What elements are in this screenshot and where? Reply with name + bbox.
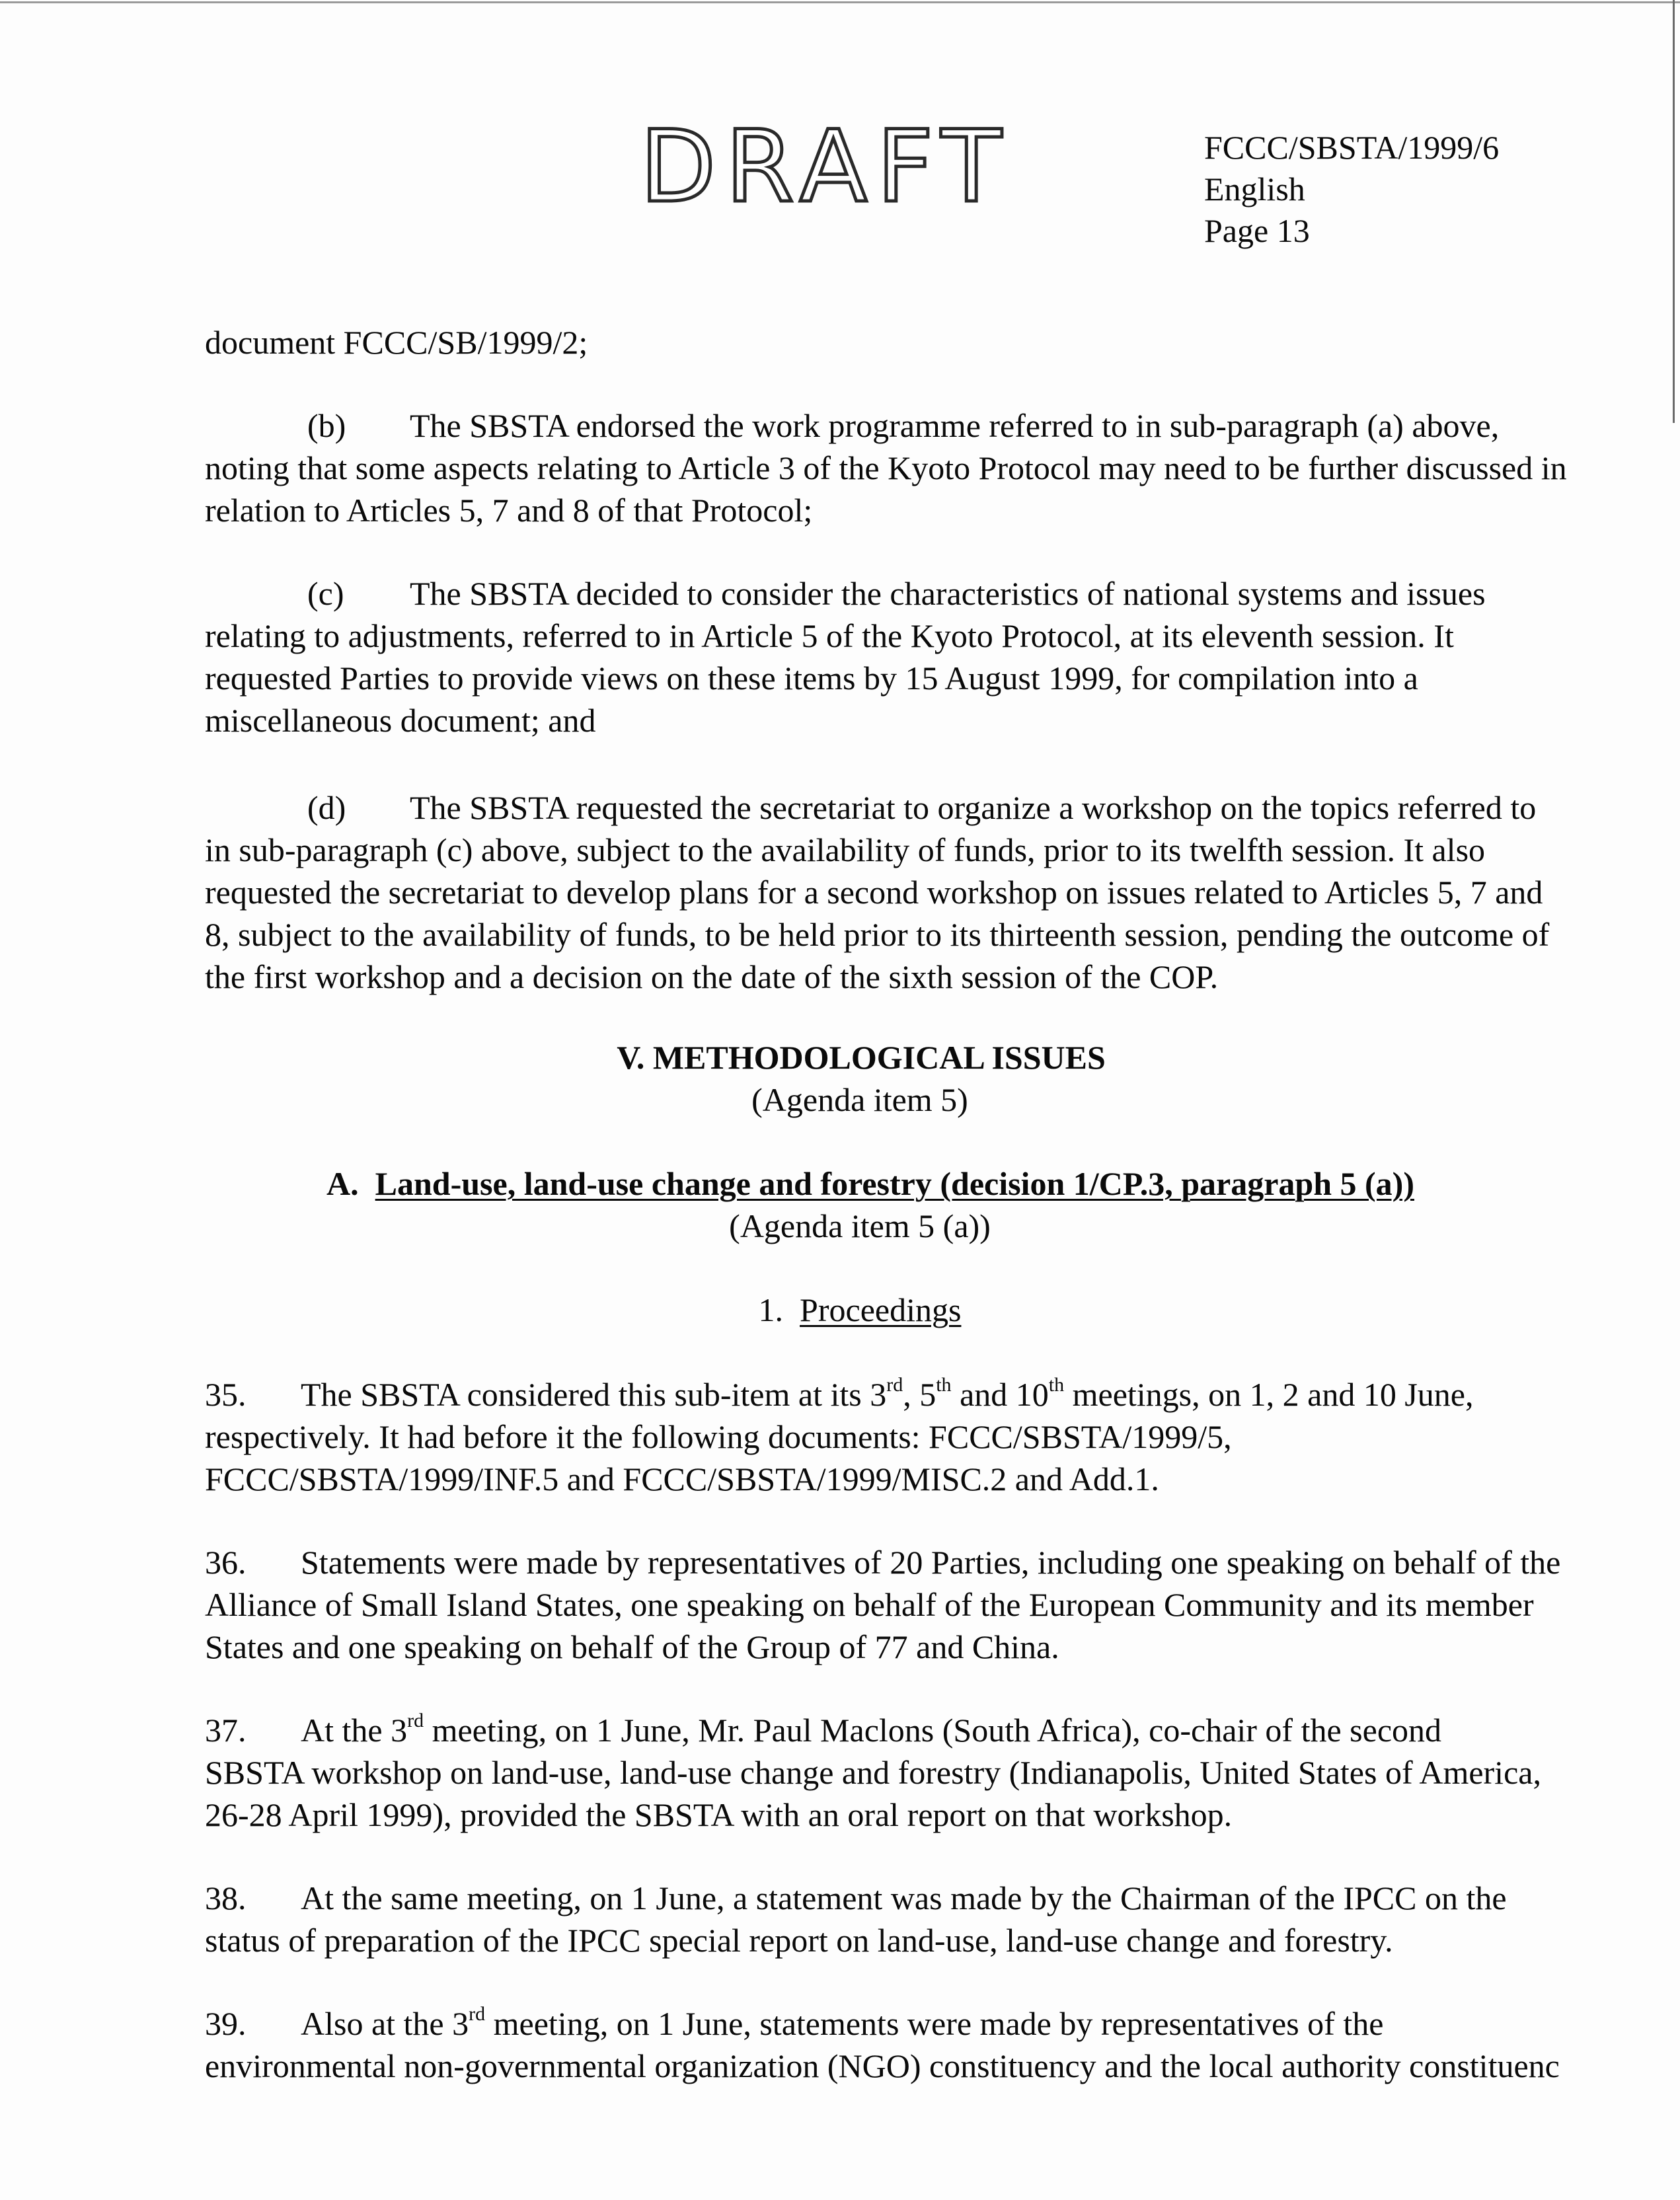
subparagraph-b: (b) The SBSTA endorsed the work programme referred to in sub-paragraph (a) above, noting that some aspects relating to Article 3 of the Kyoto Protocol may need to be further discussed in relation to Articles 5, 7 and 8 of that Protocol; (205, 404, 1606, 531)
section-title: V. METHODOLOGICAL ISSUES (617, 1039, 1106, 1076)
subparagraph-d: (d) The SBSTA requested the secretariat to organize a workshop on the topics referred to in sub-paragraph (c) above, subject to the availability of funds, prior to its twelfth session. It also requested the secretariat to develop plans for a second workshop on issues related to Articles 5, 7 and 8, subject to the availability of funds, to be held prior to its thirteenth session, pending the outcome of the first workshop and a decision on the date of the sixth session of the COP. (205, 786, 1606, 998)
paragraph-35: 35. The SBSTA considered this sub-item at its 3rd, 5th and 10th meetings, on 1, 2 and 10 June, respectively. It had before it the following documents: FCCC/SBSTA/1999/5, FCCC/SBSTA/1999/INF.5 and FCCC/SBSTA/1999/MISC.2 and Add.1. (205, 1374, 1474, 1498)
paragraph-number: 39. (205, 2005, 247, 2042)
subparagraph-c: (c) The SBSTA decided to consider the characteristics of national systems and issues relating to adjustments, referred to in Article 5 of the Kyoto Protocol, at its eleventh session. It requested Parties to provide views on these items by 15 August 1999, for compilation into a miscellaneous document; and (205, 572, 1606, 741)
document-header (1204, 127, 1499, 252)
paragraph-39: 39. Also at the 3rd meeting, on 1 June, statements were made by representatives of the environmental non-governmental organization (NGO) constituency and the local authority constituenc (205, 2003, 1560, 2084)
paragraph-37: 37. At the 3rd meeting, on 1 June, Mr. Paul Maclons (South Africa), co-chair of the second SBSTA workshop on land-use, land-use change and forestry (Indianapolis, United States of America, 26-28 April 1999), provided the SBSTA with an oral report on that workshop. (205, 1710, 1541, 1833)
document-language: English (1204, 171, 1305, 208)
intro-line: document FCCC/SB/1999/2; (205, 324, 588, 361)
paragraph-38: 38. At the same meeting, on 1 June, a statement was made by the Chairman of the IPCC on the status of preparation of the IPCC special report on land-use, land-use change and forestry. (205, 1877, 1606, 1961)
page-number: Page 13 (1204, 212, 1310, 249)
scan-top-edge (0, 1, 1680, 3)
section-agenda: (Agenda item 5) (751, 1081, 968, 1118)
paragraph-number: 36. (205, 1544, 247, 1581)
subsection-agenda: (Agenda item 5 (a)) (729, 1207, 991, 1244)
paragraph-number: 37. (205, 1712, 247, 1749)
subparagraph-label: (d) (307, 789, 346, 826)
subparagraph-label: (c) (307, 575, 344, 612)
scan-right-edge (1673, 0, 1675, 423)
paragraph-36: 36. Statements were made by representatives of 20 Parties, including one speaking on behalf of the Alliance of Small Island States, one speaking on behalf of the European Community and its member States and one speaking on behalf of the Group of 77 and China. (205, 1541, 1606, 1668)
proceedings-heading: 1. Proceedings (758, 1291, 962, 1328)
paragraph-number: 38. (205, 1879, 247, 1916)
document-symbol: FCCC/SBSTA/1999/6 (1204, 129, 1500, 166)
paragraph-number: 35. (205, 1376, 247, 1413)
subparagraph-label: (b) (307, 407, 346, 444)
draft-stamp: DRAFT (640, 110, 1011, 225)
subsection-title: A. Land-use, land-use change and forestry (decision 1/CP.3, paragraph 5 (a)) (326, 1165, 1414, 1202)
